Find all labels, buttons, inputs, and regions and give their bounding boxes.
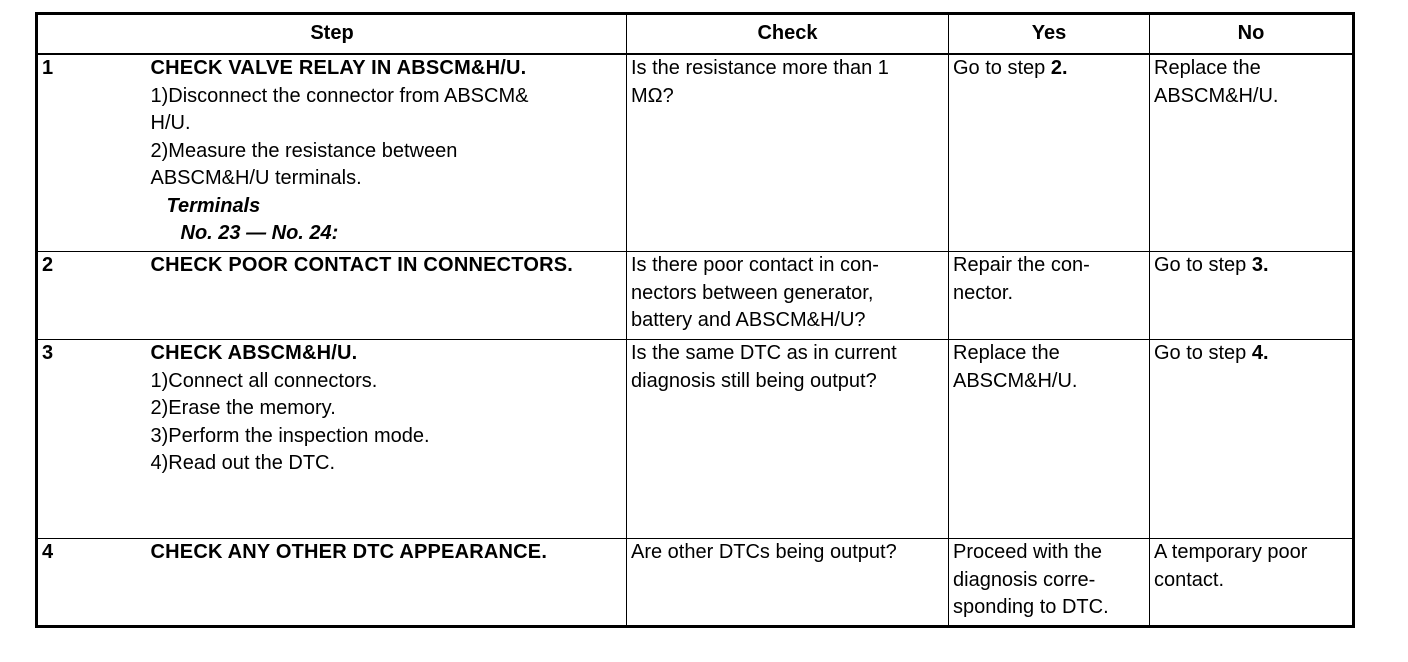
check-cell xyxy=(627,340,949,539)
yes-cell xyxy=(949,539,1150,627)
check-line: Is the same DTC as in current xyxy=(631,342,897,364)
check-line: Are other DTCs being output? xyxy=(631,541,897,563)
yes-line: ABSCM&H/U. xyxy=(953,369,1078,392)
no-step: 4. xyxy=(1251,342,1269,364)
yes-step: 2. xyxy=(1050,57,1068,79)
step-number: 4 xyxy=(37,539,147,627)
no-text: Go to step xyxy=(1154,254,1252,276)
header-check: Check xyxy=(627,14,949,55)
step-line: 1)Disconnect the connector from ABSCM& xyxy=(150,84,529,107)
header-yes: Yes xyxy=(949,14,1150,55)
no-cell xyxy=(1150,252,1354,340)
step-description xyxy=(147,340,627,539)
terminals-label: Terminals xyxy=(166,194,261,217)
no-cell xyxy=(1150,340,1354,539)
step-title: CHECK ANY OTHER DTC APPEARANCE. xyxy=(150,541,548,563)
yes-cell xyxy=(949,54,1150,252)
terminals-value: No. 23 — No. 24: xyxy=(180,222,339,244)
yes-line: Replace the xyxy=(953,342,1060,364)
step-number: 3 xyxy=(37,340,147,539)
check-line: battery and ABSCM&H/U? xyxy=(631,309,866,331)
step-line: 4)Read out the DTC. xyxy=(150,452,336,474)
yes-line: Proceed with the xyxy=(953,541,1102,563)
check-cell xyxy=(627,252,949,340)
check-cell xyxy=(627,54,949,252)
step-number: 2 xyxy=(37,252,147,340)
no-line: Replace the xyxy=(1154,57,1261,79)
yes-text: Go to step xyxy=(953,57,1051,79)
step-line: 2)Measure the resistance between xyxy=(150,139,458,162)
header-row xyxy=(37,14,1354,55)
step-line: 3)Perform the inspection mode. xyxy=(150,424,430,447)
step-title: CHECK VALVE RELAY IN ABSCM&H/U. xyxy=(150,57,527,79)
yes-line: diagnosis corre- xyxy=(953,568,1096,591)
header-step: Step xyxy=(37,14,627,55)
no-line: ABSCM&H/U. xyxy=(1154,84,1279,107)
diagnostic-table xyxy=(35,12,1355,628)
step-line: 1)Connect all connectors. xyxy=(150,369,378,392)
no-cell xyxy=(1150,54,1354,252)
check-line: Is the resistance more than 1 xyxy=(631,57,889,79)
yes-line: sponding to DTC. xyxy=(953,596,1109,618)
step-number: 1 xyxy=(37,54,147,252)
check-line: Is there poor contact in con- xyxy=(631,254,879,276)
table-row xyxy=(37,539,1354,627)
step-title: CHECK ABSCM&H/U. xyxy=(150,342,358,364)
no-line: A temporary poor xyxy=(1154,541,1308,563)
step-description xyxy=(147,54,627,252)
check-line: diagnosis still being output? xyxy=(631,369,877,392)
yes-cell xyxy=(949,340,1150,539)
no-text: Go to step xyxy=(1154,342,1252,364)
yes-cell xyxy=(949,252,1150,340)
table-row xyxy=(37,340,1354,539)
step-line: 2)Erase the memory. xyxy=(150,397,336,419)
step-line: ABSCM&H/U terminals. xyxy=(150,167,362,189)
step-line: H/U. xyxy=(150,112,191,134)
check-cell xyxy=(627,539,949,627)
table-row xyxy=(37,54,1354,252)
step-title: CHECK POOR CONTACT IN CONNECTORS. xyxy=(150,254,574,276)
no-step: 3. xyxy=(1251,254,1269,276)
step-description xyxy=(147,252,627,340)
header-no: No xyxy=(1150,14,1354,55)
table-row xyxy=(37,252,1354,340)
check-line: MΩ? xyxy=(631,84,674,107)
check-line: nectors between generator, xyxy=(631,281,874,304)
no-cell xyxy=(1150,539,1354,627)
step-description xyxy=(147,539,627,627)
no-line: contact. xyxy=(1154,568,1225,591)
yes-line: Repair the con- xyxy=(953,254,1090,276)
yes-line: nector. xyxy=(953,281,1014,304)
